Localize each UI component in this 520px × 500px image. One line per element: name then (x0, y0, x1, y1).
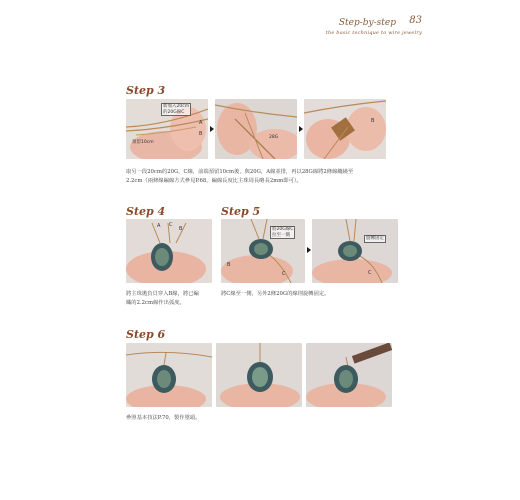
step-4-label-c: C (169, 222, 173, 228)
running-header-title: Step-by-step (338, 18, 396, 28)
step-6-photo-2 (216, 343, 302, 407)
step-3-arrow-2-icon (299, 126, 303, 132)
step-5-photo-2 (312, 219, 398, 283)
step-6-photo-1 (126, 343, 212, 407)
step-6-caption: 參照基本技法P.70，製作墜頭。 (126, 415, 201, 421)
step-3-arrow-1-icon (210, 126, 214, 132)
step-5-arrow-icon (307, 247, 311, 253)
step-4-heading: Step 4 (126, 205, 166, 218)
step-4-label-b: B (179, 226, 183, 232)
step-5-label-c: C (282, 271, 286, 277)
step-5-label-b: B (227, 262, 231, 268)
step-3-label-b-2: B (371, 118, 375, 124)
step-4-caption: 將主珠拋負貝穿入B線，將已編 織的2.2cm線作出弧度。 (126, 291, 199, 306)
step-3-caption: 取另一段20cm的20G，C線，前端預留10cm後，與20G，A線並排，再以28G線將2條線纏繞至 2.2cm（兩條線編線方式參見P.68，編線長度比主珠周長略長2mm即可）。 (126, 169, 354, 184)
step-4-photo-1 (126, 219, 212, 283)
step-4-label-a: A (157, 223, 161, 229)
step-5-heading: Step 5 (221, 205, 261, 218)
step-6-photo-3 (306, 343, 392, 407)
page-number: 83 (409, 15, 422, 26)
step-5-caption: 將C線至一側，另外2條20G的線則旋轉固定。 (221, 291, 330, 297)
step-5-label-c-2: C (368, 270, 372, 276)
step-3-label-new-wire: 新加入20cm 的20G線C (163, 104, 190, 115)
step-3-label-b: B (199, 131, 203, 137)
step-3-label-a: A (199, 120, 203, 126)
step-3-heading: Step 3 (126, 84, 166, 97)
step-6-heading: Step 6 (126, 328, 166, 341)
running-header-subtitle: the basic technique to wire jewelry (325, 30, 422, 36)
step-5-label-fix: 旋轉固定 (366, 236, 384, 241)
step-3-label-reserve: 預留10cm (132, 140, 154, 145)
step-3-photo-3 (304, 99, 386, 159)
step-3-photo-2 (215, 99, 297, 159)
step-5-label-pull: 將20G線C 拉至一側 (272, 227, 294, 238)
step-3-label-28g: 28G (269, 135, 279, 140)
